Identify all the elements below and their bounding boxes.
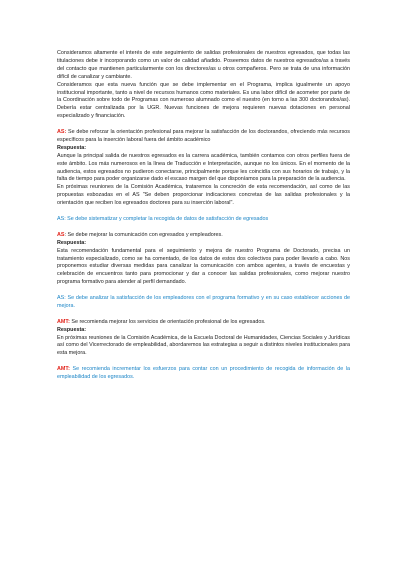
as-label: AS bbox=[57, 231, 65, 238]
as-reinforce-orientation bbox=[57, 129, 350, 145]
as-text: Se debe reforzar la orientación profesional para mejorar la satisfacción de los doctorandos, ofreciendo más recursos específicos para la inserción laboral fuera del ámbito académico bbox=[57, 129, 350, 143]
as-systematize-data: AS: Se debe sistematizar y completar la recogida de datos de satisfacción de egresados bbox=[57, 216, 269, 222]
intro-paragraph-1: Consideramos altamente el interés de este seguimiento de salidas profesionales de nuestros egresados, que todas las titulaciones debe ir incorporando como un valor de calidad añadido. Poseemos datos de nuestros egresados/as a través del contacto que mantienen particularmente con los directores/as u otros compañeros. Pero se trata de una información difícil de canalizar y cambiante. bbox=[57, 50, 350, 80]
amt-label: AMT: bbox=[57, 318, 70, 325]
as-improve-communication bbox=[57, 232, 350, 240]
amt-text: Se recomienda mejorar los servicios de orientación profesional de los egresados. bbox=[69, 318, 266, 325]
response-label: Respuesta: bbox=[57, 144, 87, 151]
response-paragraph-1: Aunque la principal salida de nuestros egresados es la carrera académica, también contamos con otros perfiles fuera de este ámbito. Los más numerosos en la línea de Traducción e Interpretación, aunque no los únicos. En el momento de la audiencia, estos egresados no pudieron conectarse, principalmente porque les coincidía con sus horarios de trabajo, y la falta de tiempo para poder organizarse dado el escaso margen del que disponíamos para la preparación de la audiencia. bbox=[57, 152, 350, 183]
amt-employability-data bbox=[57, 366, 350, 382]
amt-text: Se recomienda incrementar los esfuerzos para contar con un procedimiento de recogida de información de la empleabilidad de los egresados. bbox=[57, 366, 350, 381]
as-label: AS: bbox=[57, 129, 67, 136]
intro-paragraph-2: Consideramos que esta nueva función que se debe implementar en el Programa, implica igualmente un apoyo institucional importante, tanto a nivel de recursos humanos como materiales. Es una labor difícil de acometer por parte de la Coordinación sobre todo de Programas con numeroso alumnado como el nuestro (en torno a las 300 doctorandos/as). Debería estar centralizada por la UGR. Nuevas funciones de mejora requieren nuevas dotaciones en personal especializado y financiación. bbox=[57, 81, 350, 120]
response-paragraph-2: En próximas reuniones de la Comisión Académica, trataremos la concreción de esta recomendación, así como de las propuestas esbozadas en el AS "Se deben proporcionar indicaciones concretas de las salidas profesionales y la orientación que reciben los egresados doctores para su inserción laboral". bbox=[57, 184, 350, 207]
response-label: Respuesta: bbox=[57, 239, 87, 246]
response-paragraph: En próximas reuniones de la Comisión Académica, de la Escuela Doctoral de Humanidades, Ciencias Sociales y Jurídicas así como del Vicerrectorado de empleabilidad, abordaremos las estrategias a seguir a distintos niveles institucionales para esta mejora. bbox=[57, 334, 350, 357]
amt-career-services bbox=[57, 319, 350, 327]
as-employer-satisfaction: AS: Se debe analizar la satisfacción de los empleadores con el programa formativo y en su caso establecer acciones de mejora. bbox=[57, 295, 350, 309]
response-label: Respuesta: bbox=[57, 326, 87, 333]
response-paragraph: Esta recomendación fundamental para el seguimiento y mejora de nuestro Programa de Doctorado, precisa un tratamiento especializado, como se ha comentado, de los datos de estos dos colectivos para poder llevarlo a cabo. Nos proponemos estudiar diversas medidas para canalizar la comunicación con ambos agentes, a través de encuestas y celebración de encuentros tanto para promocionar y dar a conocer las salidas profesionales, como mejorar nuestro programa formativo para atender al perfil demandado. bbox=[57, 247, 350, 286]
amt-label: AMT: bbox=[57, 366, 70, 373]
as-text: : Se debe mejorar la comunicación con egresados y empleadores. bbox=[64, 231, 223, 238]
